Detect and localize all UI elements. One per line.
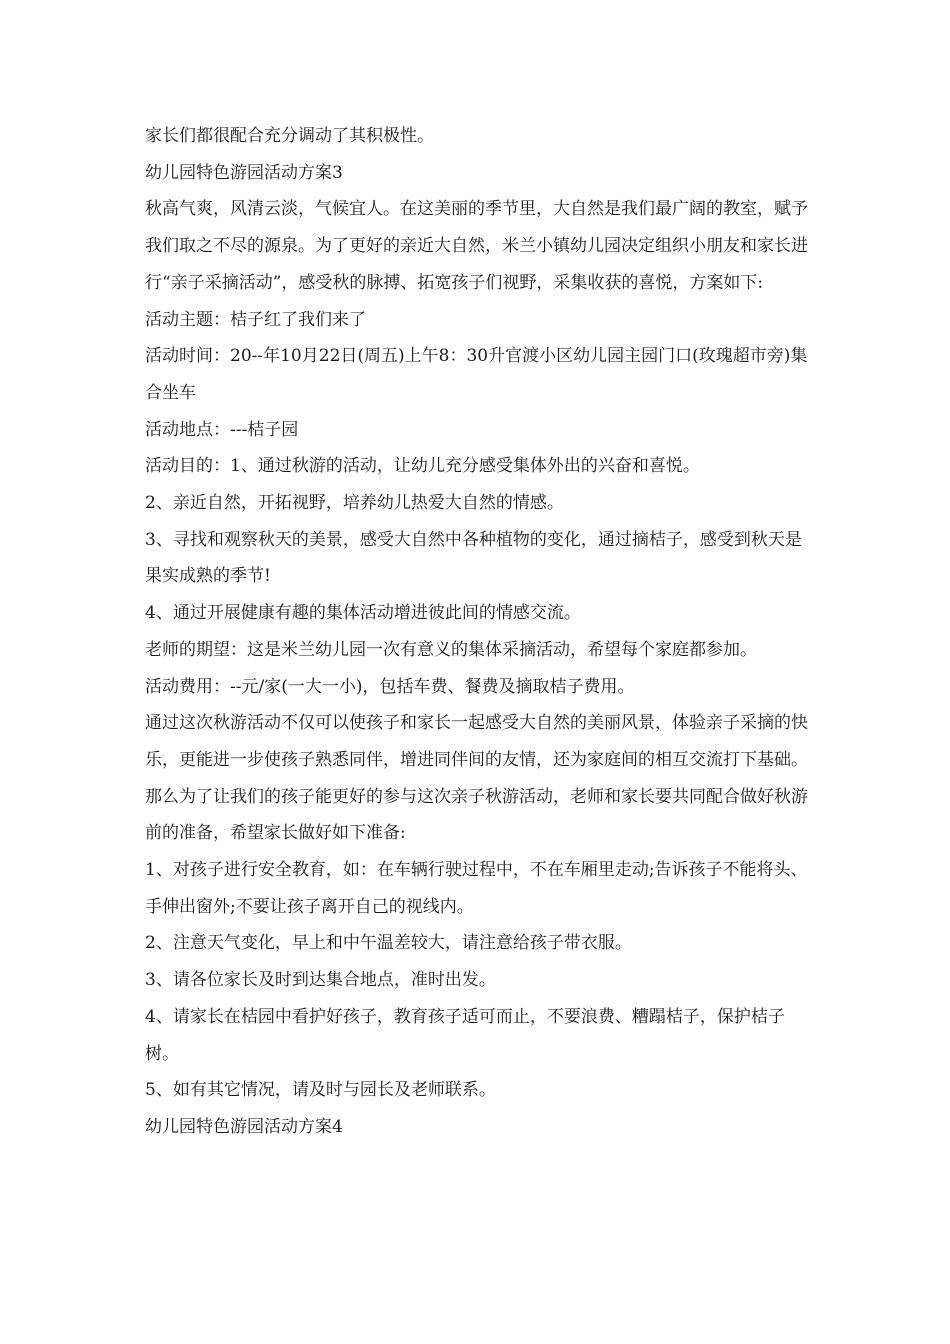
paragraph-intro: 秋高气爽，风清云淡，气候宜人。在这美丽的季节里，大自然是我们最广阔的教室，赋予我们取之不尽的源泉。为了更好的亲近大自然，米兰小镇幼儿园决定组织小朋友和家长进行“亲子采摘活动”，感受秋的脉搏、拓宽孩子们视野，采集收获的喜悦，方案如下:	[145, 199, 808, 293]
paragraph-activity-fee: 活动费用：--元/家(一大一小)，包括车费、餐费及摘取桔子费用。	[145, 676, 635, 697]
section-heading: 幼儿园特色游园活动方案4	[145, 1116, 343, 1137]
paragraph-activity-goal-1: 活动目的：1、通过秋游的活动，让幼儿充分感受集体外出的兴奋和喜悦。	[145, 456, 700, 477]
document-body	[145, 118, 810, 1146]
section-heading: 幼儿园特色游园活动方案3	[145, 162, 343, 183]
paragraph-prep-2: 2、注意天气变化，早上和中午温差较大，请注意给孩子带衣服。	[145, 933, 632, 954]
paragraph-prep-4: 4、请家长在桔园中看护好孩子，教育孩子适可而止，不要浪费、糟蹋桔子，保护桔子树。	[145, 1006, 785, 1064]
paragraph-activity-time: 活动时间：20--年10月22日(周五)上午8：30升官渡小区幼儿园主园门口(玫瑰超市旁)集合坐车	[145, 346, 808, 403]
paragraph-activity-theme: 活动主题：桔子红了我们来了	[145, 309, 366, 330]
paragraph-activity-goal-4: 4、通过开展健康有趣的集体活动增进彼此间的情感交流。	[145, 603, 581, 624]
paragraph-continuation: 家长们都很配合充分调动了其积极性。	[145, 126, 434, 146]
paragraph-summary: 通过这次秋游活动不仅可以使孩子和家长一起感受大自然的美丽风景，体验亲子采摘的快乐，更能进一步使孩子熟悉同伴，增进同伴间的友情，还为家庭间的相互交流打下基础。那么为了让我们的孩子能更好的参与这次亲子秋游活动，老师和家长要共同配合做好秋游前的准备，希望家长做好如下准备:	[145, 713, 808, 844]
paragraph-activity-goal-2: 2、亲近自然，开拓视野，培养幼儿热爱大自然的情感。	[145, 493, 564, 514]
paragraph-prep-1: 1、对孩子进行安全教育，如：在车辆行驶过程中，不在车厢里走动;告诉孩子不能将头、手伸出窗外;不要让孩子离开自己的视线内。	[145, 860, 808, 917]
paragraph-prep-5: 5、如有其它情况，请及时与园长及老师联系。	[145, 1080, 496, 1101]
paragraph-teacher-hope: 老师的期望：这是米兰幼儿园一次有意义的集体采摘活动，希望每个家庭都参加。	[145, 639, 757, 660]
paragraph-activity-location: 活动地点：---桔子园	[145, 419, 299, 440]
paragraph-activity-goal-3: 3、寻找和观察秋天的美景，感受大自然中各种植物的变化，通过摘桔子，感受到秋天是果实成熟的季节!	[145, 529, 802, 587]
paragraph-prep-3: 3、请各位家长及时到达集合地点，准时出发。	[145, 970, 496, 991]
